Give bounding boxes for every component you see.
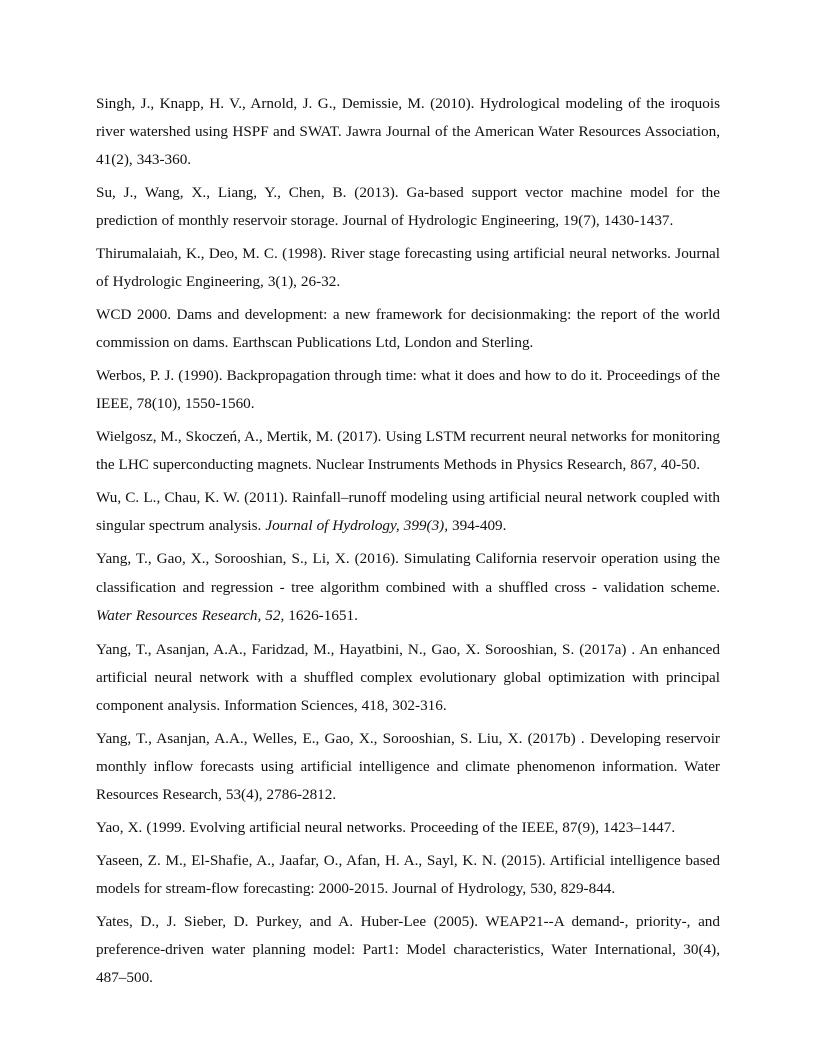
- reference-entry: [96, 240, 720, 296]
- reference-entry: [96, 423, 720, 479]
- journal-title: Journal of Hydrology, 399(3),: [265, 517, 449, 534]
- reference-text: Thirumalaiah, K., Deo, M. C. (1998). River stage forecasting using artificial neural networks. Journal of Hydrologic Engineering, 3(1), 26-32.: [96, 245, 720, 290]
- reference-entry: [96, 814, 720, 842]
- reference-entry: [96, 908, 720, 992]
- reference-text: Yates, D., J. Sieber, D. Purkey, and A. Huber-Lee (2005). WEAP21--A demand-, priority-, and preference-driven water planning model: Part1: Model characteristics, Water International, 30(4), 487–500.: [96, 912, 720, 986]
- reference-text: Yang, T., Asanjan, A.A., Welles, E., Gao, X., Sorooshian, S. Liu, X. (2017b) . Developing reservoir monthly inflow forecasts using artificial intelligence and climate phenomenon information. Water Resources Research, 53(4), 2786-2812.: [96, 729, 720, 803]
- reference-entry: [96, 179, 720, 235]
- reference-text: Yaseen, Z. M., El-Shafie, A., Jaafar, O., Afan, H. A., Sayl, K. N. (2015). Artificial intelligence based models for stream-flow forecasting: 2000-2015. Journal of Hydrology, 530, 829-844.: [96, 851, 720, 897]
- reference-entry: [96, 545, 720, 631]
- reference-text: Yao, X. (1999. Evolving artificial neural networks. Proceeding of the IEEE, 87(9), 1423–1447.: [96, 818, 676, 836]
- reference-text: Wu, C. L., Chau, K. W. (2011). Rainfall–runoff modeling using artificial neural network coupled with singular spectrum analysis.: [96, 489, 720, 534]
- journal-title: Water Resources Research, 52,: [96, 607, 285, 624]
- reference-text: Singh, J., Knapp, H. V., Arnold, J. G., Demissie, M. (2010). Hydrological modeling of the iroquois river watershed using HSPF and SWAT. Jawra Journal of the American Water Resources Association, 41(2), 343-360.: [96, 95, 720, 168]
- reference-entry: [96, 362, 720, 418]
- reference-pages: 1626-1651.: [284, 607, 358, 624]
- reference-entry: [96, 636, 720, 720]
- reference-text: Yang, T., Gao, X., Sorooshian, S., Li, X. (2016). Simulating California reservoir operation using the classification and regression ‐ tree algorithm combined with a shuffled cross ‐ validation scheme.: [96, 550, 720, 596]
- reference-text: Werbos, P. J. (1990). Backpropagation through time: what it does and how to do it. Proceedings of the IEEE, 78(10), 1550-1560.: [96, 367, 720, 412]
- reference-entry: [96, 484, 720, 540]
- reference-text: Yang, T., Asanjan, A.A., Faridzad, M., Hayatbini, N., Gao, X. Sorooshian, S. (2017a) . An enhanced artificial neural network with a shuffled complex evolutionary global optimization with principal component analysis. Information Sciences, 418, 302-316.: [96, 640, 720, 714]
- reference-list: [96, 90, 720, 997]
- reference-text: Su, J., Wang, X., Liang, Y., Chen, B. (2013). Ga-based support vector machine model for the prediction of monthly reservoir storage. Journal of Hydrologic Engineering, 19(7), 1430-1437.: [96, 184, 720, 229]
- reference-entry: [96, 90, 720, 174]
- reference-text: Wielgosz, M., Skoczeń, A., Mertik, M. (2017). Using LSTM recurrent neural networks for monitoring the LHC superconducting magnets. Nuclear Instruments Methods in Physics Research, 867, 40-50.: [96, 428, 720, 473]
- reference-entry: [96, 847, 720, 903]
- reference-entry: [96, 725, 720, 809]
- reference-text: WCD 2000. Dams and development: a new framework for decisionmaking: the report of the world commission on dams. Earthscan Publications Ltd, London and Sterling.: [96, 306, 720, 351]
- reference-entry: [96, 301, 720, 357]
- reference-pages: 394-409.: [448, 517, 507, 534]
